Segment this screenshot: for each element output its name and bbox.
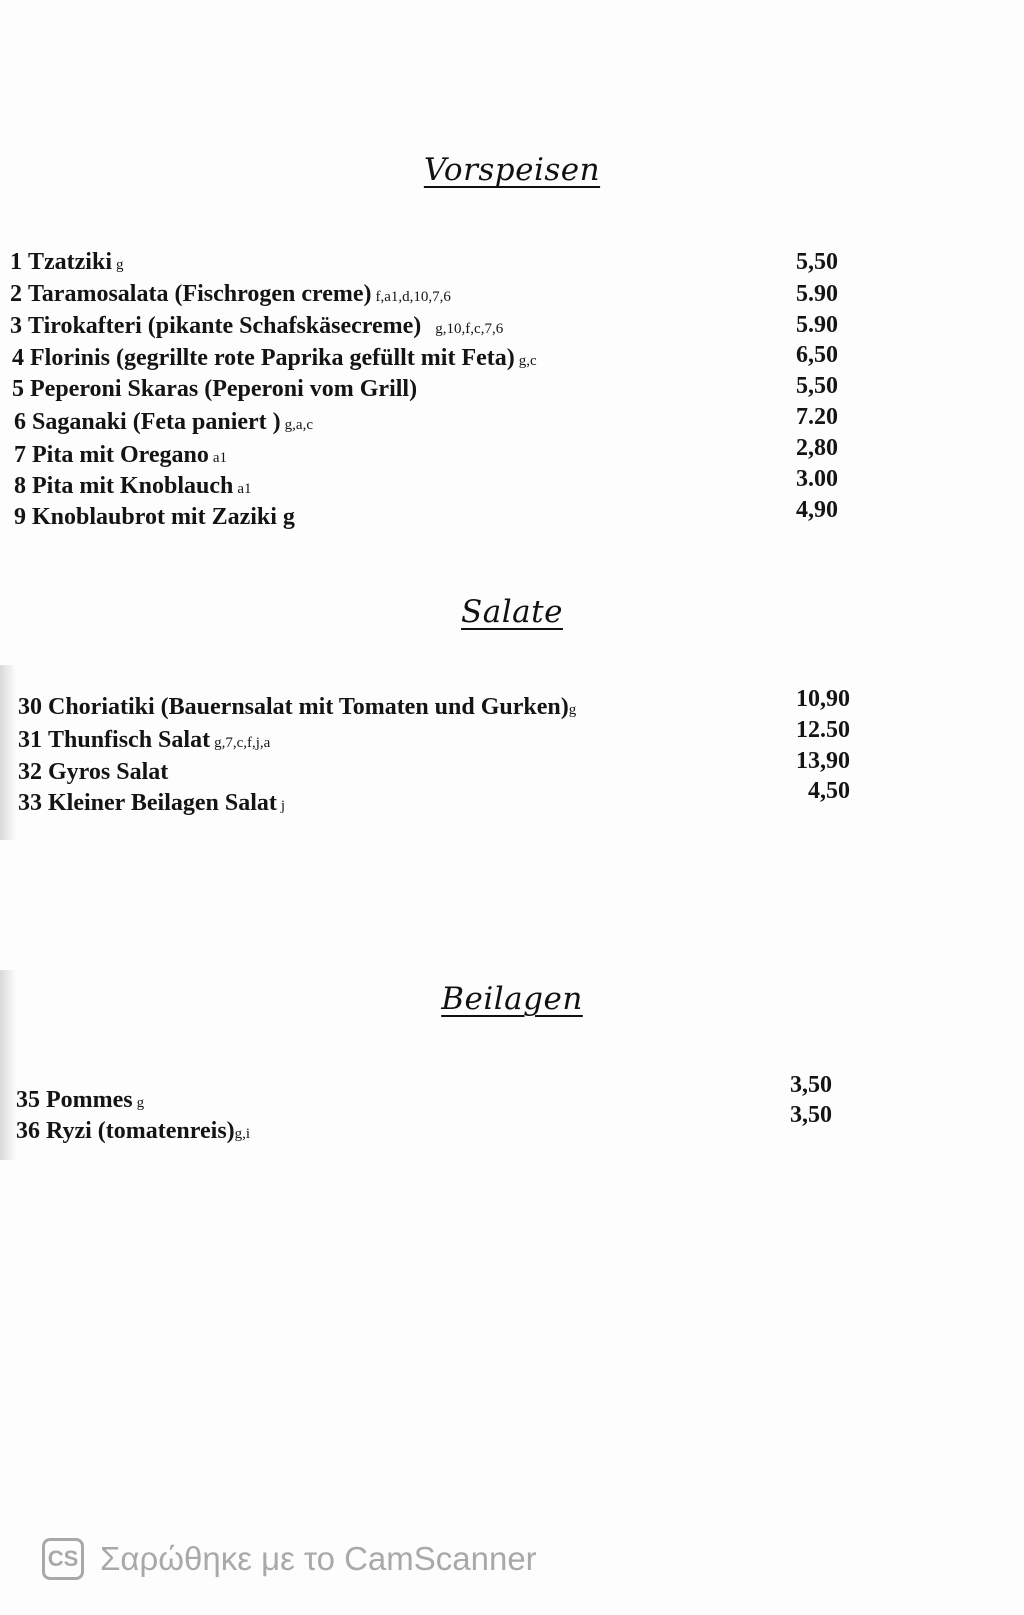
menu-item: 4 Florinis (gegrillte rote Paprika gefüllt mit Feta) g,c bbox=[12, 345, 537, 371]
menu-item: 36 Ryzi (tomatenreis)g,i bbox=[16, 1118, 251, 1144]
menu-item-price: 3,50 bbox=[790, 1072, 832, 1098]
section-title-salate: Salate bbox=[461, 594, 563, 630]
menu-item-price: 3.00 bbox=[796, 466, 838, 492]
menu-item-price: 4,90 bbox=[796, 497, 838, 523]
menu-item-price: 12.50 bbox=[796, 717, 850, 743]
watermark-text: Σαρώθηκε με το CamScanner bbox=[100, 1540, 537, 1577]
menu-item: 32 Gyros Salat bbox=[18, 759, 169, 785]
menu-item: 35 Pommes g bbox=[16, 1087, 145, 1113]
menu-item: 3 Tirokafteri (pikante Schafskäsecreme) g,10,f,c,7,6 bbox=[10, 313, 504, 339]
menu-item: 6 Saganaki (Feta paniert ) g,a,c bbox=[14, 409, 313, 435]
menu-item-price: 2,80 bbox=[796, 435, 838, 461]
camscanner-watermark bbox=[42, 1538, 537, 1580]
menu-item: 1 Tzatziki g bbox=[10, 249, 124, 275]
menu-item: 8 Pita mit Knoblauch a1 bbox=[14, 473, 252, 499]
scan-edge-shadow bbox=[0, 665, 16, 840]
menu-item-price: 5,50 bbox=[796, 249, 838, 275]
menu-item-price: 4,50 bbox=[808, 778, 850, 804]
menu-item: 2 Taramosalata (Fischrogen creme) f,a1,d,10,7,6 bbox=[10, 281, 451, 307]
menu-item-price: 5,50 bbox=[796, 373, 838, 399]
menu-item-price: 10,90 bbox=[796, 686, 850, 712]
section-title-beilagen: Beilagen bbox=[441, 981, 583, 1017]
menu-item-price: 5.90 bbox=[796, 312, 838, 338]
menu-item-price: 5.90 bbox=[796, 281, 838, 307]
section-title-vorspeisen: Vorspeisen bbox=[423, 152, 601, 188]
camscanner-logo-icon: CS bbox=[42, 1538, 84, 1580]
menu-item: 30 Choriatiki (Bauernsalat mit Tomaten und Gurken)g bbox=[18, 694, 577, 720]
menu-item-price: 3,50 bbox=[790, 1102, 832, 1128]
menu-item-price: 7.20 bbox=[796, 404, 838, 430]
menu-item: 9 Knoblaubrot mit Zaziki g bbox=[14, 504, 295, 530]
menu-item: 33 Kleiner Beilagen Salat j bbox=[18, 790, 286, 816]
menu-item-price: 13,90 bbox=[796, 748, 850, 774]
menu-item: 7 Pita mit Oregano a1 bbox=[14, 442, 228, 468]
menu-item: 31 Thunfisch Salat g,7,c,f,j,a bbox=[18, 727, 271, 753]
menu-item: 5 Peperoni Skaras (Peperoni vom Grill) bbox=[12, 376, 418, 402]
menu-item-price: 6,50 bbox=[796, 342, 838, 368]
